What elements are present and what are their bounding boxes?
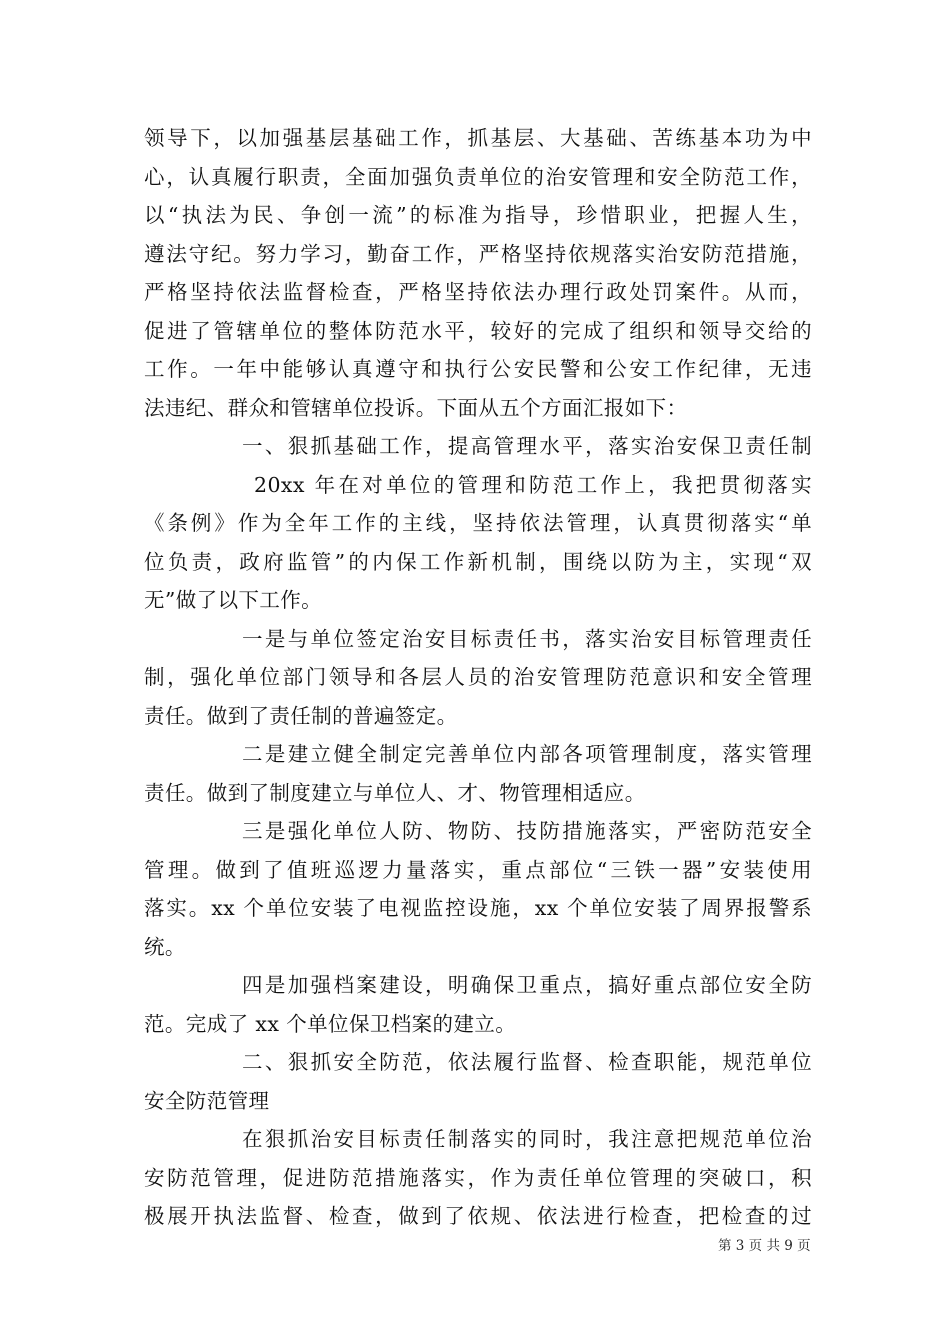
page-number: 第 3 页 共 9 页 bbox=[718, 1238, 811, 1254]
text-line: 责任。做到了制度建立与单位人、才、物管理相适应。 bbox=[144, 780, 646, 805]
text-line: 心，认真履行职责，全面加强负责单位的治安管理和安全防范工作， bbox=[144, 164, 812, 189]
text-line: 法违纪、群众和管辖单位投诉。下面从五个方面汇报如下： bbox=[144, 395, 688, 420]
section-heading: 二、狠抓安全防范，依法履行监督、检查职能，规范单位 bbox=[242, 1050, 812, 1074]
text-line: 范。完成了 xx 个单位保卫档案的建立。 bbox=[144, 1011, 517, 1036]
text-line: 三是强化单位人防、物防、技防措施落实，严密防范安全 bbox=[242, 819, 812, 843]
text-line: 以“执法为民、争创一流”的标准为指导，珍惜职业，把握人生， bbox=[144, 203, 812, 227]
text-line: 领导下，以加强基层基础工作，抓基层、大基础、苦练基本功为中 bbox=[144, 126, 812, 150]
text-line: 严格坚持依法监督检查，严格坚持依法办理行政处罚案件。从而， bbox=[144, 280, 812, 304]
text-line: 统。 bbox=[144, 934, 186, 959]
text-line: 位负责，政府监管”的内保工作新机制，围绕以防为主，实现“双 bbox=[144, 549, 812, 574]
text-line: 极展开执法监督、检查，做到了依规、依法进行检查，把检查的过 bbox=[144, 1204, 812, 1228]
text-line: 责任。做到了责任制的普遍签定。 bbox=[144, 703, 458, 728]
text-line: 无”做了以下工作。 bbox=[144, 588, 323, 612]
text-line: 遵法守纪。努力学习，勤奋工作，严格坚持依规落实治安防范措施， bbox=[144, 241, 812, 266]
text-line: 管理。做到了值班巡逻力量落实，重点部位“三铁一器”安装使用 bbox=[144, 857, 812, 882]
text-line: 落实。xx 个单位安装了电视监控设施，xx 个单位安装了周界报警系 bbox=[144, 896, 812, 920]
text-line: 制，强化单位部门领导和各层人员的治安管理防范意识和安全管理 bbox=[144, 665, 812, 689]
section-heading-continued: 安全防范管理 bbox=[144, 1088, 270, 1113]
section-heading: 一、狠抓基础工作，提高管理水平，落实治安保卫责任制 bbox=[242, 434, 812, 458]
text-line: 在狠抓治安目标责任制落实的同时，我注意把规范单位治 bbox=[242, 1127, 812, 1151]
text-line: 促进了管辖单位的整体防范水平，较好的完成了组织和领导交给的 bbox=[144, 318, 812, 343]
text-line: 工作。一年中能够认真遵守和执行公安民警和公安工作纪律，无违 bbox=[144, 357, 812, 381]
body-text bbox=[144, 119, 812, 1236]
text-line: 安防范管理，促进防范措施落实，作为责任单位管理的突破口，积 bbox=[144, 1165, 812, 1190]
text-line: 20xx 年在对单位的管理和防范工作上，我把贯彻落实 bbox=[254, 472, 812, 497]
text-line: 一是与单位签定治安目标责任书，落实治安目标管理责任 bbox=[242, 626, 812, 651]
text-line: 《条例》作为全年工作的主线，坚持依法管理，认真贯彻落实“单 bbox=[144, 511, 812, 535]
text-line: 二是建立健全制定完善单位内部各项管理制度，落实管理 bbox=[242, 742, 812, 766]
text-line: 四是加强档案建设，明确保卫重点，搞好重点部位安全防 bbox=[242, 973, 812, 997]
